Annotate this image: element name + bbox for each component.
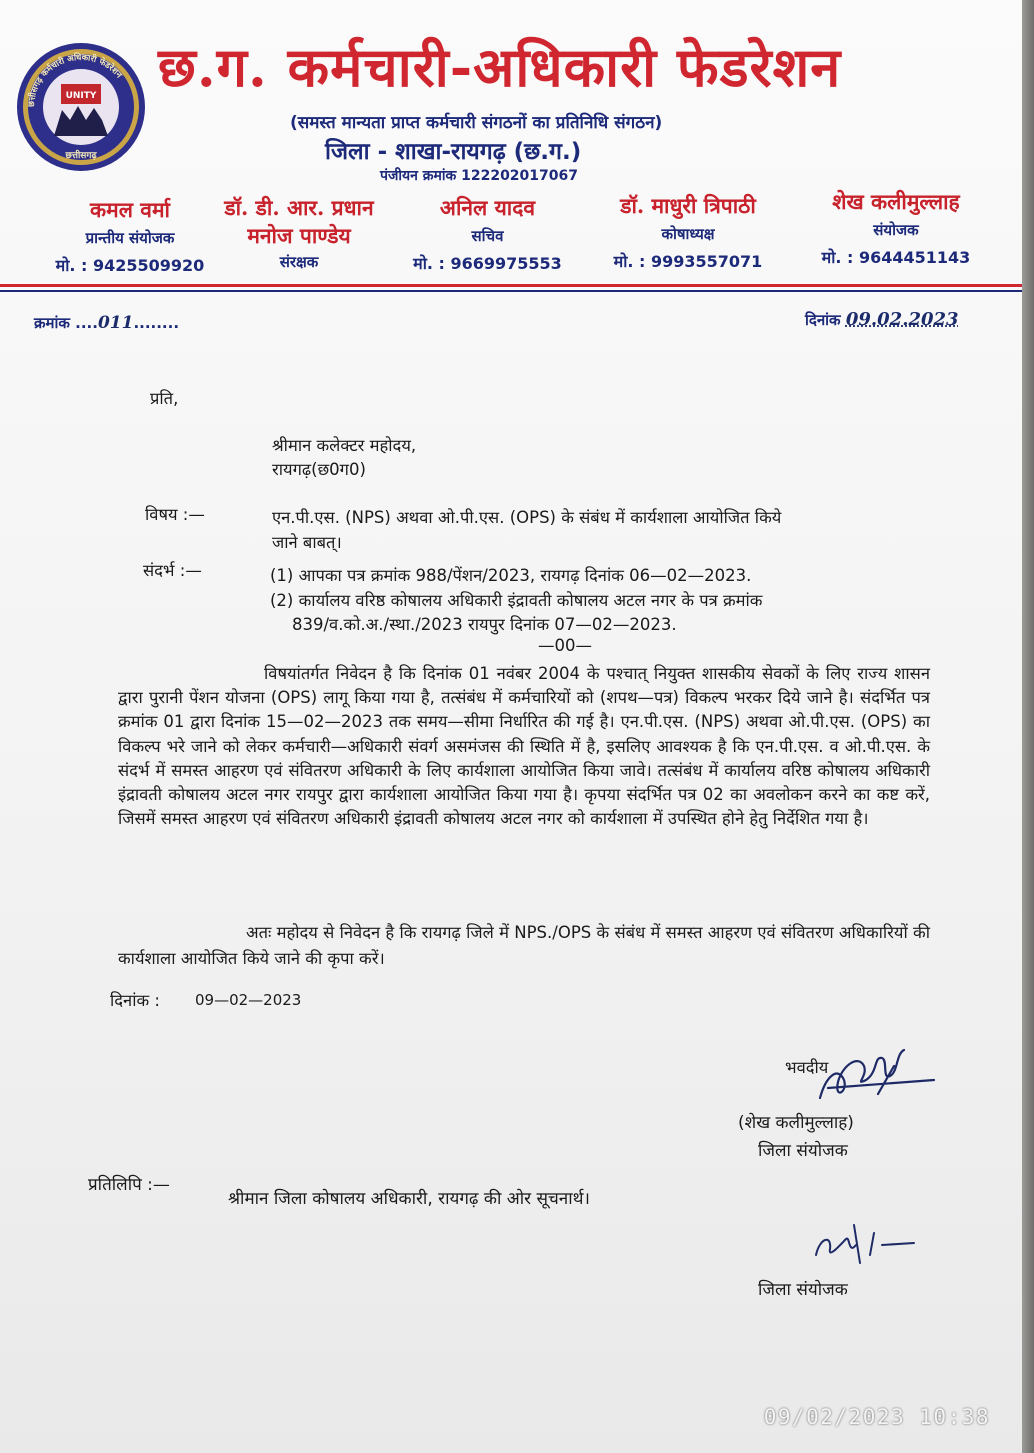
official-5 — [800, 188, 992, 268]
reference-number — [34, 313, 179, 333]
photo-background-edge — [1022, 0, 1034, 1453]
official-role: कोषाध्यक्ष — [661, 225, 715, 243]
official-name-secondary: मनोज पाण्डेय — [247, 223, 351, 248]
seal-badge: UNITY — [65, 91, 97, 101]
body-paragraph-1: विषयांतर्गत निवेदन है कि दिनांक 01 नवंबर 2004 के पश्चात् नियुक्त शासकीय सेवकों के लिए राज्य शासन द्वारा पुरानी पेंशन योजना (OPS) लागू किया गया है, तत्संबंध में कर्मचारियों को (शपथ—पत्र) विकल्प भरकर दिये जाने है। संदर्भित पत्र क्रमांक 01 द्वारा दिनांक 15—02—2023 तक समय—सीमा निर्धारित की गई है। एन.पी.एस. (NPS) अथवा ओ.पी.एस. (OPS) का विकल्प भरे जाने को लेकर कर्मचारी—अधिकारी संवर्ग असमंजस की स्थिति में है, इसलिए आवश्यक है कि एन.पी.एस. व ओ.पी.एस. के संदर्भ में समस्त आहरण एवं संवितरण अधिकारी के लिए कार्यशाला आयोजित किया जावे। तत्संबंध में कार्यालय वरिष्ठ कोषालय अधिकारी इंद्रावती कोषालय अटल नगर रायपुर द्वारा कार्यशाला आयोजित किया गया है। कृपया संदर्भित पत्र 02 का अवलोकन करने का कष्ट करें, जिसमें समस्त आहरण एवं संवितरण अधिकारी इंद्रावती कोषालय अटल नगर को कार्यशाला में उपस्थित होने हेतु निर्देशित गया है। — [118, 664, 930, 829]
photo-timestamp: 09/02/2023 10:38 — [763, 1405, 990, 1429]
subject-label: विषय :— — [145, 505, 205, 524]
official-mobile: मो. : 9669975553 — [413, 254, 562, 273]
federation-title: छ.ग. कर्मचारी-अधिकारी फेडरेशन — [158, 35, 842, 99]
letter-date — [805, 309, 959, 330]
official-mobile: मो. : 9425509920 — [55, 256, 205, 275]
signature-icon — [808, 1036, 938, 1116]
reference-item-2-cont: 839/व.को.अ./स्था./2023 रायपुर दिनांक 07—02—2023. — [292, 615, 677, 634]
official-role: प्रान्तीय संयोजक — [85, 229, 175, 247]
cc-signature-title: जिला संयोजक — [758, 1280, 848, 1300]
reference-dots: .... — [75, 314, 98, 332]
branch-name: जिला - शाखा-रायगढ़ (छ.ग.) — [325, 139, 582, 165]
official-name: डॉ. माधुरी त्रिपाठी — [620, 193, 756, 218]
date-value: 09.02.2023 — [845, 309, 959, 330]
official-3 — [400, 194, 575, 274]
cc-text: श्रीमान जिला कोषालय अधिकारी, रायगढ़ की ओर सूचनार्थ। — [228, 1189, 590, 1209]
closing-text: भवदीय — [785, 1058, 829, 1077]
date-label: दिनांक — [805, 311, 841, 329]
seal-bottom-text: छत्तीसगढ़ — [65, 151, 97, 161]
to-label: प्रति, — [150, 389, 179, 408]
initials-signature-icon — [810, 1215, 920, 1270]
official-1 — [40, 196, 220, 276]
official-2 — [204, 194, 394, 272]
official-name: शेख कलीमुल्लाह — [832, 189, 960, 214]
federation-subtitle: (समस्त मान्यता प्राप्त कर्मचारी संगठनों का प्रतिनिधि संगठन) — [290, 113, 663, 133]
subject-line-1: एन.पी.एस. (NPS) अथवा ओ.पी.एस. (OPS) के संबंध में कार्यशाला आयोजित किये — [272, 508, 782, 527]
cc-label: प्रतिलिपि :— — [88, 1175, 170, 1195]
signatory-title: जिला संयोजक — [758, 1141, 848, 1161]
addressee-line-2: रायगढ़(छ0ग0) — [272, 460, 366, 479]
header-divider-blue — [0, 290, 1022, 292]
footer-date-value: 09—02—2023 — [195, 991, 302, 1009]
addressee-line-1: श्रीमान कलेक्टर महोदय, — [272, 436, 417, 455]
official-role: संयोजक — [873, 221, 919, 239]
official-name: कमल वर्मा — [90, 197, 170, 222]
reference-section-label: संदर्भ :— — [143, 561, 202, 580]
separator: —00— — [538, 636, 592, 655]
reference-item-1: (1) आपका पत्र क्रमांक 988/पेंशन/2023, रायगढ़ दिनांक 06—02—2023. — [270, 566, 752, 585]
federation-seal-icon — [14, 40, 148, 174]
official-role: संरक्षक — [279, 253, 319, 271]
footer-date-label: दिनांक : — [110, 991, 160, 1010]
official-mobile: मो. : 9993557071 — [613, 252, 763, 271]
reference-item-2: (2) कार्यालय वरिष्ठ कोषालय अधिकारी इंद्रावती कोषालय अटल नगर के पत्र क्रमांक — [270, 591, 763, 610]
official-name: डॉ. डी. आर. प्रधान — [224, 195, 374, 220]
registration-number: पंजीयन क्रमांक 122202017067 — [380, 168, 579, 184]
reference-value: 011 — [97, 313, 134, 333]
reference-dots-after: ........ — [133, 314, 180, 332]
header-divider-red — [0, 284, 1022, 287]
seal-ring-text: छत्तीसगढ़ कर्मचारी अधिकारी फेडरेशन — [26, 52, 124, 108]
official-mobile: मो. : 9644451143 — [821, 248, 971, 267]
official-4 — [588, 192, 788, 272]
official-name: अनिल यादव — [439, 195, 536, 220]
signatory-name: (शेख कलीमुल्लाह) — [738, 1113, 854, 1133]
official-role: सचिव — [471, 227, 504, 245]
body-paragraph-2: अतः महोदय से निवेदन है कि रायगढ़ जिले में NPS./OPS के संबंध में समस्त आहरण एवं संवितरण अधिकारियों की कार्यशाला आयोजित किये जाने की कृपा करें। — [118, 923, 930, 968]
subject-line-2: जाने बाबत्। — [272, 533, 342, 552]
reference-label: क्रमांक — [34, 314, 70, 332]
